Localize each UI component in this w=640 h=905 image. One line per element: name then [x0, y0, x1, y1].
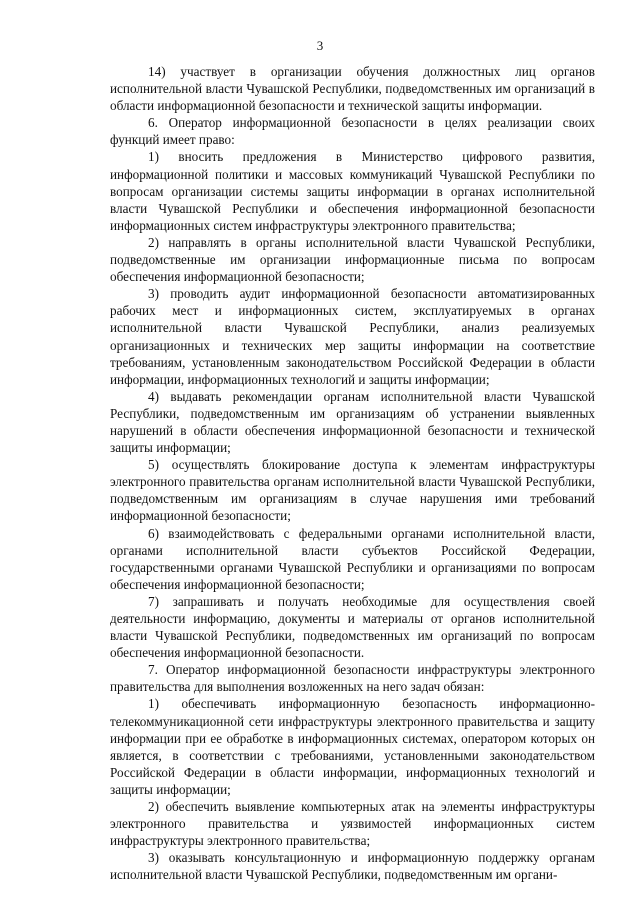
duty-item-2: 2) обеспечить выявление компьютерных атак на элементы инфраструктуры электронного правительства и уязвимостей информационных систем инфраструктуры электронного правительства;	[110, 799, 595, 849]
paragraph-6-rights: 6. Оператор информационной безопасности в целях реализации своих функций имеет право:	[110, 115, 595, 148]
right-item-5: 5) осуществлять блокирование доступа к элементам инфраструктуры электронного правительства органам исполнительной власти Чувашской Республики, подведомственным им организациям в случае нарушения ими требований информационной безопасности;	[110, 457, 595, 524]
duty-item-1: 1) обеспечивать информационную безопасность информационно-телекоммуникационной сети инфраструктуры электронного правительства и защиту информации при ее обработке в информационных системах, оператором которых он является, в соответствии с требованиями, установленными законодательством Российской Федерации в области информации, информационных технологий и защиты информации;	[110, 696, 595, 797]
right-item-3: 3) проводить аудит информационной безопасности автоматизированных рабочих мест и информационных систем, эксплуатируемых в органах исполнительной власти Чувашской Республики, анализ реализуемых организационных и технических мер защиты информации на соответствие требованиям, установленным законодательством Российской Федерации в области информации, информационных технологий и защиты информации;	[110, 286, 595, 387]
paragraph-7-duties: 7. Оператор информационной безопасности инфраструктуры электронного правительства для выполнения возложенных на него задач обязан:	[110, 662, 595, 695]
right-item-6: 6) взаимодействовать с федеральными органами исполнительной власти, органами исполнительной власти субъектов Российской Федерации, государственными органами Чувашской Республики и организациями по вопросам обеспечения информационной безопасности;	[110, 525, 595, 592]
paragraph-14: 14) участвует в организации обучения должностных лиц органов исполнительной власти Чувашской Республики, подведомственных им организаций в области информационной безопасности и технической защиты информации.	[110, 64, 595, 114]
right-item-2: 2) направлять в органы исполнительной власти Чувашской Республики, подведомственные им организации информационные письма по вопросам обеспечения информационной безопасности;	[110, 234, 595, 285]
right-item-1: 1) вносить предложения в Министерство цифрового развития, информационной политики и массовых коммуникаций Чувашской Республики по вопросам организации системы защиты информации в органах исполнительной власти Чувашской Республики и обеспечения информационной безопасности информационных систем инфраструктуры электронного правительства;	[110, 149, 595, 233]
right-item-7: 7) запрашивать и получать необходимые для осуществления своей деятельности информацию, документы и материалы от органов исполнительной власти Чувашской Республики, подведомственных им организаций по вопросам обеспечения информационной безопасности.	[110, 593, 595, 661]
body-text	[110, 63, 595, 884]
right-item-4: 4) выдавать рекомендации органам исполнительной власти Чувашской Республики, подведомственным им организациям об устранении выявленных нарушений в области обеспечения информационной безопасности и технической защиты информации;	[110, 388, 595, 456]
page-number: 3	[316, 38, 324, 53]
duty-item-3: 3) оказывать консультационную и информационную поддержку органам исполнительной власти Чувашской Республики, подведомственным им органи-	[110, 850, 595, 883]
